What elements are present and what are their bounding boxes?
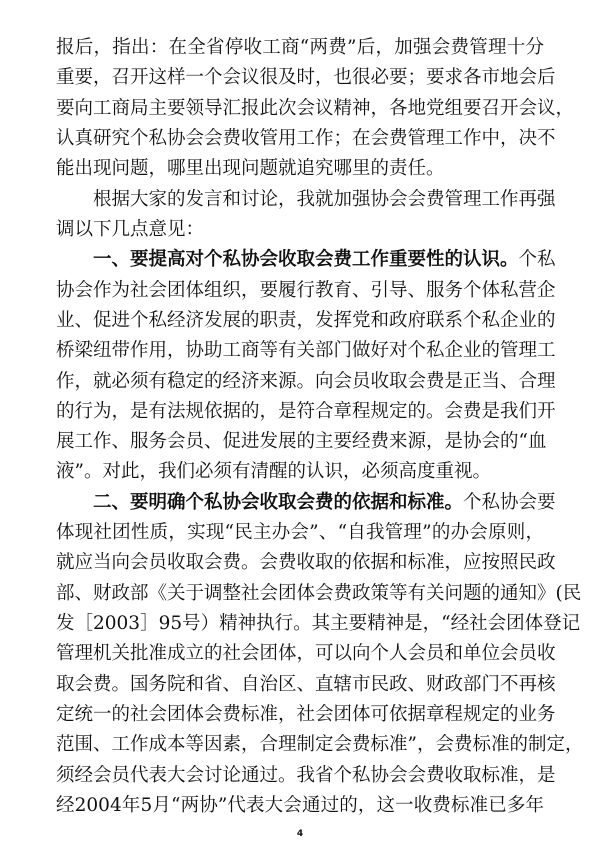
text-line [56, 32, 544, 64]
text-line [56, 760, 556, 792]
text-line [56, 366, 556, 398]
text-segment: 范围、工作成本等因素，合理制定会费标准”，会费标准的制定， [56, 734, 584, 755]
text-line [56, 214, 544, 246]
text-segment: 液”。对此，我们必须有清醒的认识，必须高度重视。 [56, 461, 491, 482]
text-line [93, 184, 556, 216]
text-segment: 经2004年5月“两协”代表大会通过的，这一收费标准已多年 [56, 795, 544, 816]
text-segment: 就应当向会员收取会费。会费收取的依据和标准，应按照民政 [56, 552, 556, 573]
text-segment: 调以下几点意见： [56, 219, 205, 240]
text-line [56, 335, 556, 367]
section-heading: 一、要提高对个私协会收取会费工作重要性的认识。 [93, 249, 519, 270]
text-segment: 协会作为社会团体组织，要履行教育、引导、服务个体私营企 [56, 280, 556, 301]
text-line [56, 426, 547, 458]
text-segment: 取会费。国务院和省、自治区、直辖市民政、财政部门不再核 [56, 674, 556, 695]
text-line [56, 608, 581, 640]
text-line [93, 244, 556, 276]
text-line [56, 578, 582, 610]
text-segment: 作，就必须有稳定的经济来源。向会员收取会费是正当、合理 [56, 371, 556, 392]
text-segment: 业、促进个私经济发展的职责，发挥党和政府联系个私企业的 [56, 310, 556, 331]
text-segment: 要向工商局主要领导汇报此次会议精神，各地党组要召开会议， [56, 98, 575, 119]
text-line [56, 93, 575, 125]
text-segment: 个私 [518, 249, 556, 270]
text-line [56, 123, 556, 155]
text-segment: 部、财政部《关于调整社会团体会费政策等有关问题的通知》(民 [56, 583, 582, 604]
text-segment: 展工作、服务会员、促进发展的主要经费来源，是协会的“血 [56, 431, 547, 452]
text-line [56, 62, 556, 94]
section-heading: 二、要明确个私协会收取会费的依据和标准。 [93, 492, 464, 513]
text-segment: 管理机关批准成立的社会团体，可以向个人会员和单位会员收 [56, 643, 556, 664]
text-segment: 体现社团性质，实现“民主办会”、“自我管理”的办会原则， [56, 522, 544, 543]
text-segment: 重要，召开这样一个会议很及时，也很必要；要求各市地会后 [56, 67, 556, 88]
text-line [56, 547, 556, 579]
text-line [56, 456, 544, 488]
text-line [56, 517, 544, 549]
text-segment: 认真研究个私协会会费收管用工作；在会费管理工作中，决不 [56, 128, 556, 149]
text-line [56, 153, 544, 185]
text-segment: 根据大家的发言和讨论，我就加强协会会费管理工作再强 [93, 189, 556, 210]
text-line [56, 305, 556, 337]
text-line [56, 729, 584, 761]
page-number: 4 [296, 829, 304, 839]
text-segment: 发［2003］95号）精神执行。其主要精神是，“经社会团体登记 [56, 613, 581, 634]
text-segment: 报后，指出：在全省停收工商“两费”后，加强会费管理十分 [56, 37, 544, 58]
text-line [93, 487, 556, 519]
text-line [56, 396, 556, 428]
text-segment: 定统一的社会团体会费标准，社会团体可依据章程规定的业务 [56, 704, 556, 725]
text-line [56, 790, 544, 822]
text-segment: 个私协会要 [463, 492, 556, 513]
text-line [56, 699, 556, 731]
text-segment: 的行为，是有法规依据的，是符合章程规定的。会费是我们开 [56, 401, 556, 422]
text-line [56, 275, 556, 307]
text-segment: 能出现问题，哪里出现问题就追究哪里的责任。 [56, 158, 445, 179]
text-line [56, 638, 556, 670]
text-line [56, 669, 556, 701]
text-segment: 须经会员代表大会讨论通过。我省个私协会会费收取标准，是 [56, 765, 556, 786]
text-segment: 桥梁纽带作用，协助工商等有关部门做好对个私企业的管理工 [56, 340, 556, 361]
